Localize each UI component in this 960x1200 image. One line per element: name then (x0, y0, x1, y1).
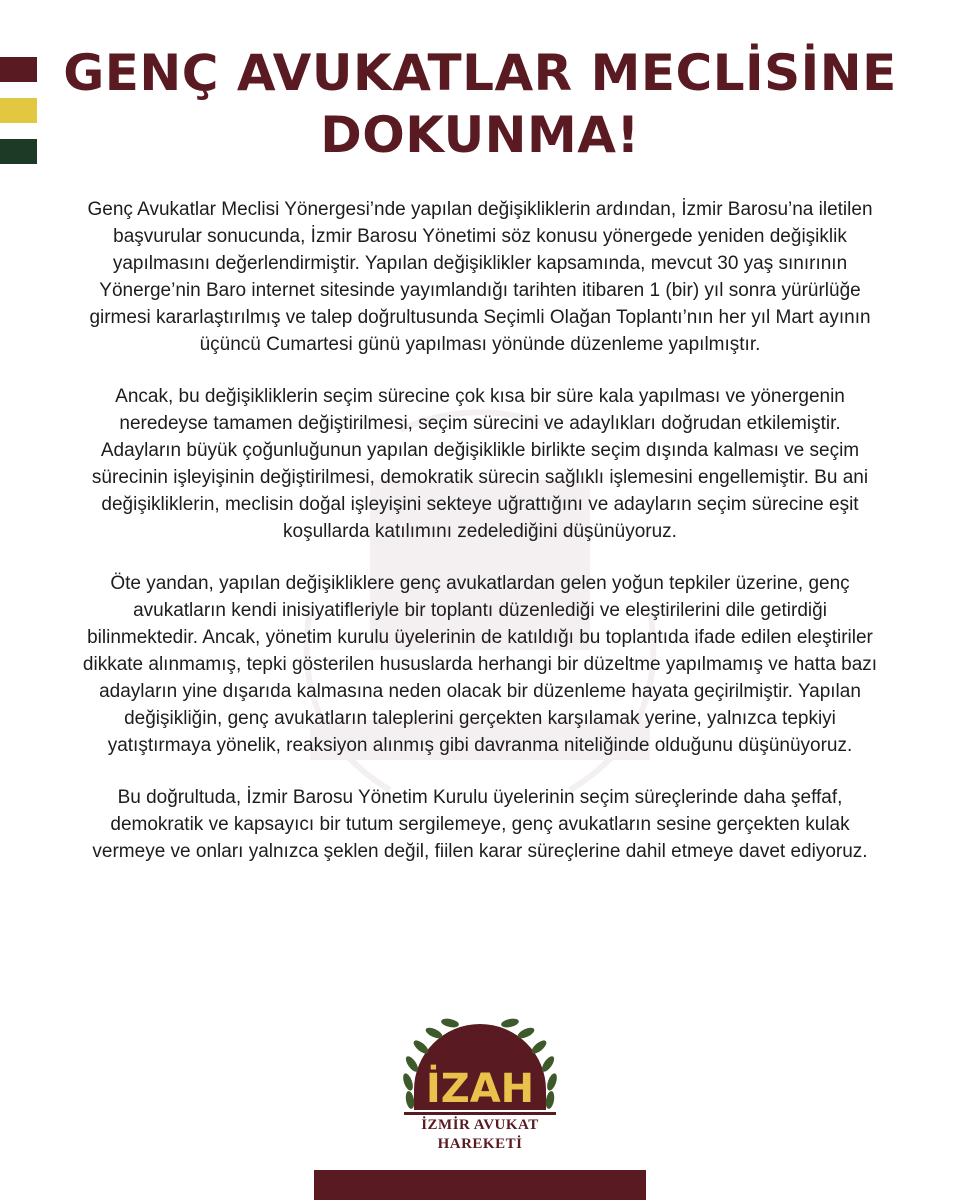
paragraph-1: Genç Avukatlar Meclisi Yönergesi’nde yapılan değişikliklerin ardından, İzmir Barosu’na iletilen başvurular sonucunda, İzmir Barosu Yönetimi söz konusu yönergede yeniden değişiklik yapılmasını değerlendirmiştir. Yapılan değişiklikler kapsamında, mevcut 30 yaş sınırının Yönerge’nin Baro internet sitesinde yayımlandığı tarihten itibaren 1 (bir) yıl sonra yürürlüğe girmesi kararlaştırılmış ve talep doğrultusunda Seçimli Olağan Toplantı’nın her yıl Mart ayının üçüncü Cumartesi günü yapılması yönünde düzenleme yapılmıştır. (87, 199, 873, 355)
page-title: GENÇ AVUKATLAR MECLİSİNE DOKUNMA! (63, 44, 897, 164)
footer-bar (314, 1170, 646, 1200)
color-stripes (0, 57, 37, 180)
logo-underline (404, 1112, 556, 1115)
stripe-green (0, 139, 37, 164)
logo-monogram: İZAH (425, 1066, 535, 1112)
statement-body (80, 196, 880, 890)
logo-name-line2: HAREKETİ (437, 1136, 523, 1152)
stripe-gold (0, 98, 37, 123)
stripe-maroon (0, 57, 37, 82)
logo-name-line1: İZMİR AVUKAT (421, 1117, 539, 1133)
paragraph-4: Bu doğrultuda, İzmir Barosu Yönetim Kurulu üyelerinin seçim süreçlerinde daha şeffaf, demokratik ve kapsayıcı bir tutum sergilemeye, genç avukatların sesine gerçekten kulak vermeye ve onları yalnızca şeklen değil, fiilen karar süreçlerine dahil etmeye davet ediyoruz. (92, 787, 868, 862)
paragraph-3: Öte yandan, yapılan değişikliklere genç avukatlardan gelen yoğun tepkiler üzerine, genç avukatların kendi inisiyatifleriyle bir toplantı düzenlediği ve eleştirilerini dile getirdiği bilinmektedir. Ancak, yönetim kurulu üyelerinin de katıldığı bu toplantıda ifade edilen eleştiriler dikkate alınmamış, tepki gösterilen hususlarda herhangi bir düzeltme yapılmamış ve hatta bazı adayların yine dışarıda kalmasına neden olacak bir düzenleme hayata geçirilmiştir. Yapılan değişikliğin, genç avukatların taleplerini gerçekten karşılamak yerine, yalnızca tepkiyi yatıştırmaya yönelik, reaksiyon alınmış gibi davranma niteliğinde olduğunu düşünüyoruz. (82, 573, 878, 756)
paragraph-2: Ancak, bu değişikliklerin seçim sürecine çok kısa bir süre kala yapılması ve yönergenin neredeyse tamamen değiştirilmesi, seçim sürecini ve adaylıkları doğrudan etkilemiştir. Adayların büyük çoğunluğunun yapılan değişiklikle birlikte seçim dışında kalması ve seçim sürecinin işleyişinin değiştirilmesi, demokratik sürecin sağlıklı işlemesini engellemiştir. Bu ani değişikliklerin, meclisin doğal işleyişini sekteye uğrattığını ve adayların seçim sürecine eşit koşullarda katılımını zedelediğini düşünüyoruz. (91, 386, 869, 542)
logo-caption (380, 1116, 580, 1154)
